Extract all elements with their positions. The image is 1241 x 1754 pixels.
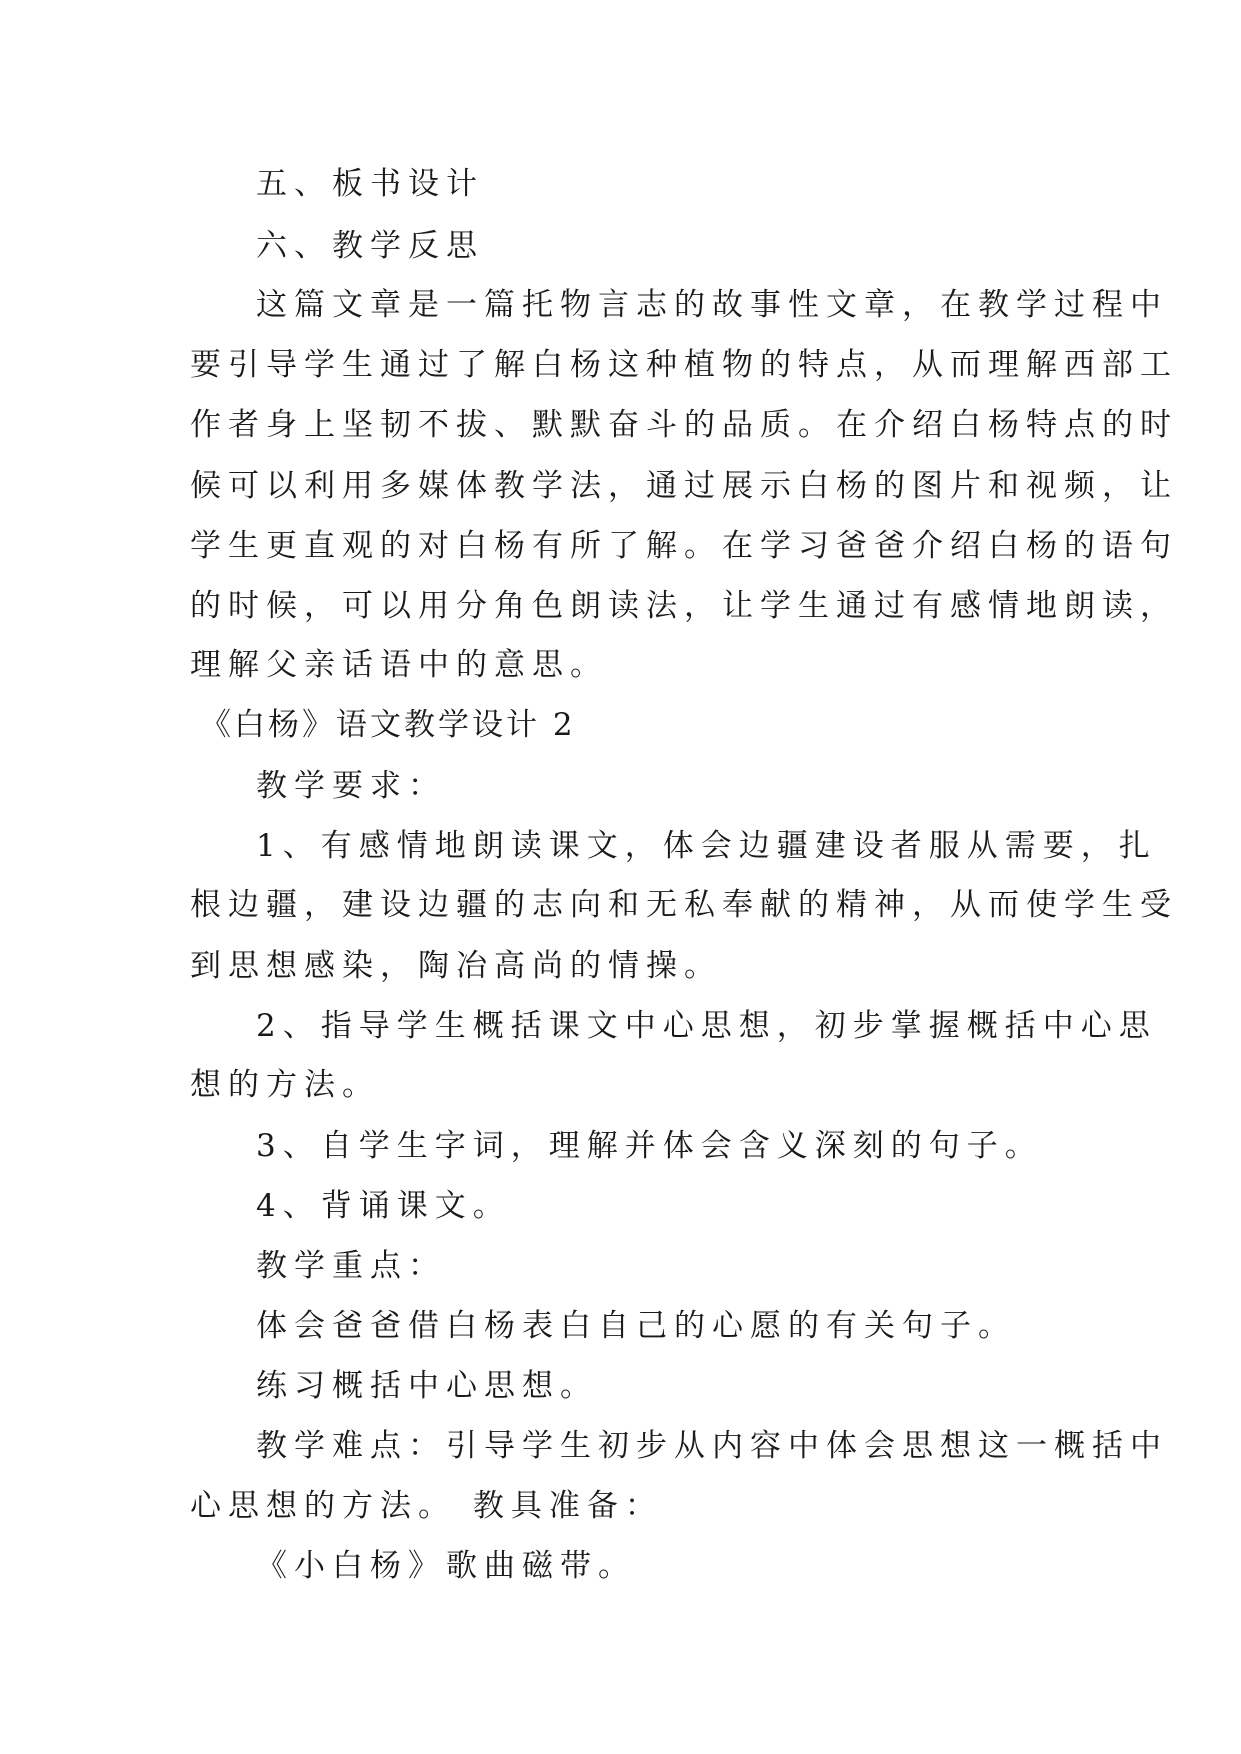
section-heading-teaching-requirements: 教学要求： [256,768,446,804]
list-item-line: 到思想感染，陶冶高尚的情操。 [190,948,722,984]
list-item-line: 4、背诵课文。 [256,1188,511,1224]
list-item-line: 1、有感情地朗读课文，体会边疆建设者服从需要，扎 [256,828,1157,864]
paragraph-line: 的时候，可以用分角色朗读法，让学生通过有感情地朗读， [190,588,1178,624]
section-heading-board-design: 五、板书设计 [256,166,484,202]
paragraph-line: 《小白杨》歌曲磁带。 [256,1548,636,1584]
document-title: 《白杨》语文教学设计 2 [200,707,576,743]
list-item-line: 想的方法。 [190,1067,380,1103]
paragraph-line: 这篇文章是一篇托物言志的故事性文章，在教学过程中 [256,287,1168,323]
list-item-line: 2、指导学生概括课文中心思想，初步掌握概括中心思 [256,1008,1157,1044]
paragraph-line: 心思想的方法。 教具准备： [190,1488,663,1524]
paragraph-line: 要引导学生通过了解白杨这种植物的特点，从而理解西部工 [190,347,1178,383]
paragraph-line: 学生更直观的对白杨有所了解。在学习爸爸介绍白杨的语句 [190,528,1178,564]
section-heading-teaching-focus: 教学重点： [256,1248,446,1284]
paragraph-line: 体会爸爸借白杨表白自己的心愿的有关句子。 [256,1308,1016,1344]
section-heading-teaching-difficulty: 教学难点：引导学生初步从内容中体会思想这一概括中 [256,1428,1168,1464]
paragraph-line: 理解父亲话语中的意思。 [190,647,608,683]
list-item-line: 根边疆，建设边疆的志向和无私奉献的精神，从而使学生受 [190,887,1178,923]
section-heading-teaching-reflection: 六、教学反思 [256,228,484,264]
list-item-line: 3、自学生字词，理解并体会含义深刻的句子。 [256,1128,1043,1164]
paragraph-line: 作者身上坚韧不拔、默默奋斗的品质。在介绍白杨特点的时 [190,407,1178,443]
paragraph-line: 候可以利用多媒体教学法，通过展示白杨的图片和视频，让 [190,468,1178,504]
paragraph-line: 练习概括中心思想。 [256,1368,598,1404]
